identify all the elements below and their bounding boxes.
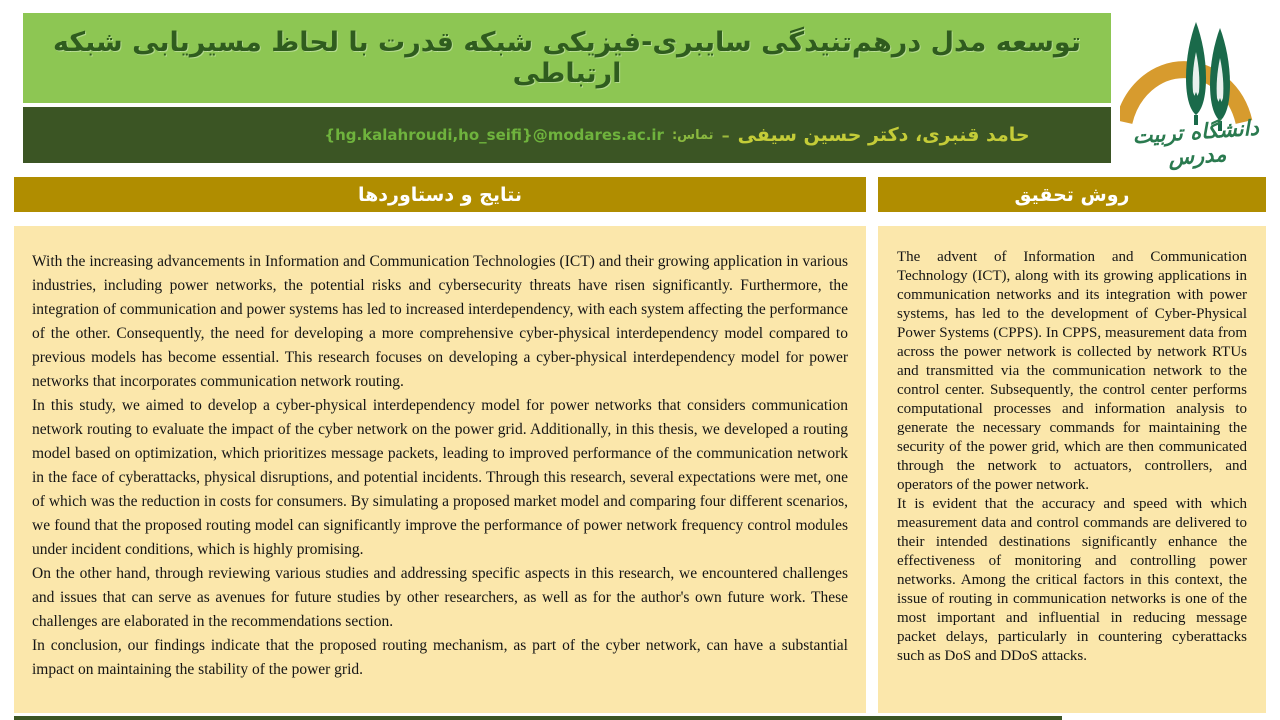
contact-label: تماس: bbox=[671, 127, 714, 143]
poster-title: توسعه مدل درهم‌تنیدگی سایبری-فیزیکی شبکه قدرت با لحاظ مسیریابی شبکه ارتباطی bbox=[53, 27, 1081, 89]
university-logo bbox=[1120, 12, 1275, 170]
title-bar bbox=[23, 13, 1111, 103]
bottom-cut-bar bbox=[14, 716, 1062, 720]
contact-email[interactable]: {hg.kalahroudi,ho_seifi}@modares.ac.ir bbox=[324, 126, 664, 144]
section-header-results bbox=[14, 177, 866, 212]
method-paragraph: The advent of Information and Communication Technology (ICT), along with its growing applications in communication networks and its integration with power systems, has led to the development of Cyber-Physical Power Systems (CPPS). In CPPS, measurement data from across the power network is collected by network RTUs and transmitted via the communication network to the control center. Subsequently, the control center performs computational processes and information analysis to generate the necessary commands for maintaining the security of the power grid, which are then communicated through the network to actuators, controllers, and operators of the power network. bbox=[897, 249, 1247, 493]
logo-caption: دانشگاه تربیت مدرس bbox=[1131, 115, 1260, 170]
authors-bar bbox=[23, 107, 1111, 163]
section-title-results: نتایج و دستاوردها bbox=[357, 183, 523, 206]
method-paragraph: It is evident that the accuracy and speed with which measurement data and control commands are delivered to their intended destinations significantly enhance the effectiveness of monitoring and controlling power networks. Among the critical factors in this context, the issue of routing in communication networks is one of the most important and influential in reducing message packet delays, particularly in countering cyberattacks such as DoS and DDoS attacks. bbox=[897, 496, 1247, 664]
logo-tree-right bbox=[1210, 28, 1230, 131]
author-separator: – bbox=[721, 125, 730, 145]
results-paragraph: In conclusion, our findings indicate that the proposed routing mechanism, as part of the cyber network, can have a substantial impact on maintaining the stability of the power grid. bbox=[32, 637, 848, 678]
author-names: حامد قنبری، دکتر حسین سیفی bbox=[737, 124, 1030, 146]
section-title-method: روش تحقیق bbox=[1014, 183, 1130, 206]
section-body-results bbox=[14, 226, 866, 713]
results-paragraph: On the other hand, through reviewing various studies and addressing specific aspects in this research, we encountered challenges and issues that can serve as avenues for future studies by other researchers, as well as for the author's own future work. These challenges are elaborated in the recommendations section. bbox=[32, 565, 848, 630]
section-body-method bbox=[878, 226, 1266, 713]
section-header-method bbox=[878, 177, 1266, 212]
logo-tree-left bbox=[1186, 22, 1206, 125]
results-paragraph: With the increasing advancements in Information and Communication Technologies (ICT) and their growing application in various industries, including power networks, the potential risks and cybersecurity threats have risen significantly. Furthermore, the integration of communication and power systems has led to increased interdependency, with each system affecting the performance of the other. Consequently, the need for developing a more comprehensive cyber-physical interdependency model compared to previous models has become essential. This research focuses on developing a cyber-physical interdependency model for power networks that incorporates communication network routing. bbox=[32, 253, 848, 390]
results-paragraph: In this study, we aimed to develop a cyber-physical interdependency model for power networks that considers communication network routing to evaluate the impact of the cyber network on the power grid. Additionally, in this thesis, we developed a routing model based on optimization, which prioritizes message packets, leading to improved performance of the communication network in the face of cyberattacks, physical disruptions, and potential incidents. Through this research, several expectations were met, one of which was the reduction in costs for consumers. By simulating a proposed market model and comparing four different scenarios, we found that the proposed routing model can significantly improve the performance of power network frequency control modules under incident conditions, which is highly promising. bbox=[32, 397, 848, 558]
